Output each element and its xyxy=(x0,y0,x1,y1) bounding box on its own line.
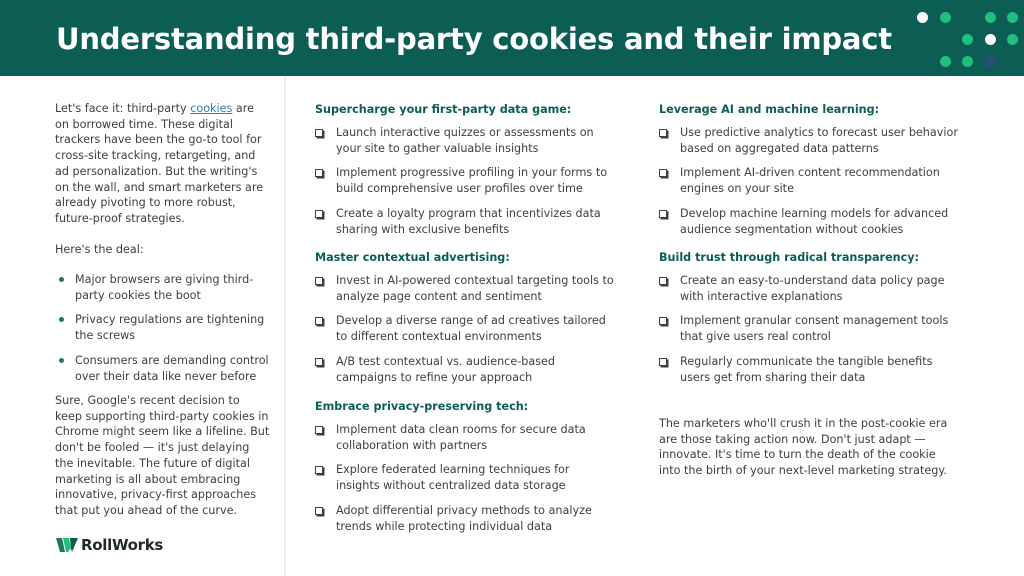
dot-icon xyxy=(985,34,996,45)
checklist-item xyxy=(315,313,615,344)
checklist-item xyxy=(315,422,615,453)
intro-paragraph xyxy=(55,101,270,227)
checkbox-icon xyxy=(659,169,667,177)
checkbox-icon xyxy=(315,426,323,434)
intro-text-start: Let's face it: third-party xyxy=(55,102,191,115)
checklist-item xyxy=(315,273,615,304)
dot-icon xyxy=(962,56,973,67)
checkbox-icon xyxy=(315,277,323,285)
checklist-item xyxy=(659,165,959,196)
list-item-text: Privacy regulations are tightening the screws xyxy=(75,313,265,343)
checklist-item-text: A/B test contextual vs. audience-based campaigns to refine your approach xyxy=(336,354,556,384)
section-first-party xyxy=(315,103,615,237)
intro-text-end: are on borrowed time. These digital trackers have been the go-to tool for cross-site tracking, retargeting, and ad personalization. But the writing's on the wall, and smart marketers are already pivoting to more robust, future-proof strategies. xyxy=(55,102,264,225)
checklist-item-text: Launch interactive quizzes or assessments on your site to gather valuable insights xyxy=(336,126,594,155)
list-item xyxy=(55,272,270,303)
checklist-item-text: Implement progressive profiling in your forms to build comprehensive user profiles over time xyxy=(336,166,608,196)
section-ai-ml xyxy=(659,103,959,237)
checklist-item-text: Regularly communicate the tangible benefits users get from sharing their data xyxy=(680,354,933,384)
checklist-item-text: Implement AI-driven content recommendation engines on your site xyxy=(680,166,940,196)
deal-label: Here's the deal: xyxy=(55,243,144,256)
checklist-item-text: Adopt differential privacy methods to analyze trends while protecting individual data xyxy=(336,503,592,533)
checkbox-icon xyxy=(315,317,323,325)
checklist-item-text: Explore federated learning techniques for insights without centralized data storage xyxy=(336,463,570,493)
reasons-list xyxy=(55,272,270,393)
section-privacy-tech xyxy=(315,400,615,534)
dot-icon xyxy=(962,34,973,45)
checkbox-icon xyxy=(659,210,667,218)
dot-icon xyxy=(985,12,996,23)
checklist-item xyxy=(659,354,959,385)
checkbox-icon xyxy=(659,129,667,137)
bullet-icon xyxy=(59,358,64,363)
checklist-item-text: Create a loyalty program that incentivizes data sharing with exclusive benefits xyxy=(336,206,601,236)
checkbox-icon xyxy=(315,466,323,474)
checklist-item xyxy=(315,462,615,493)
checklist-item xyxy=(659,313,959,344)
dot-icon xyxy=(917,12,928,23)
closing-paragraph: The marketers who'll crush it in the post-cookie era are those taking action now. Don't just adapt — innovate. It's time to turn the death of the cookie into the birth of your next-level marketing strategy. xyxy=(659,417,948,478)
checklist-item xyxy=(315,354,615,385)
header-banner xyxy=(0,0,1024,76)
checklist-item xyxy=(659,125,959,156)
checklist-item-text: Implement granular consent management tools that give users real control xyxy=(680,314,949,344)
section-title: Master contextual advertising: xyxy=(315,251,510,264)
section-title: Supercharge your first-party data game: xyxy=(315,103,572,116)
dot-icon xyxy=(1007,34,1018,45)
checkbox-icon xyxy=(659,317,667,325)
checklist-item-text: Develop machine learning models for advanced audience segmentation without cookies xyxy=(680,206,949,236)
cookies-link[interactable]: cookies xyxy=(190,102,233,115)
dot-icon xyxy=(940,56,951,67)
dot-icon xyxy=(985,56,996,67)
section-contextual xyxy=(315,251,615,385)
sidebar-closing-paragraph: Sure, Google's recent decision to keep supporting third-party cookies in Chrome might seem like a lifeline. But don't be fooled — it's just delaying the inevitable. The future of digital marketing is all about embracing innovative, privacy-first approaches that put you ahead of the curve. xyxy=(55,394,270,517)
checkbox-icon xyxy=(659,277,667,285)
checkbox-icon xyxy=(659,358,667,366)
checklist-item-text: Create an easy-to-understand data policy page with interactive explanations xyxy=(680,274,945,303)
checkbox-icon xyxy=(315,129,323,137)
checklist-item xyxy=(315,503,615,534)
checklist-item xyxy=(659,273,959,304)
dot-icon xyxy=(1007,12,1018,23)
dot-icon xyxy=(940,12,951,23)
section-title: Build trust through radical transparency: xyxy=(659,251,920,264)
page-title: Understanding third-party cookies and their impact xyxy=(56,22,892,56)
checkbox-icon xyxy=(315,210,323,218)
list-item-text: Major browsers are giving third-party cookies the boot xyxy=(75,273,254,302)
bullet-icon xyxy=(59,277,64,282)
rollworks-logo xyxy=(56,536,163,554)
checkbox-icon xyxy=(315,169,323,177)
list-item xyxy=(55,353,270,384)
bullet-icon xyxy=(59,317,64,322)
checklist-item xyxy=(315,125,615,156)
section-title: Leverage AI and machine learning: xyxy=(659,103,880,116)
checklist-item xyxy=(315,165,615,196)
checklist-item-text: Develop a diverse range of ad creatives tailored to different contextual environments xyxy=(336,314,606,344)
list-item-text: Consumers are demanding control over their data like never before xyxy=(75,353,269,383)
checkbox-icon xyxy=(315,507,323,515)
section-transparency xyxy=(659,251,959,385)
checkbox-icon xyxy=(315,358,323,366)
checklist-item-text: Use predictive analytics to forecast user behavior based on aggregated data patterns xyxy=(680,126,958,155)
section-title: Embrace privacy-preserving tech: xyxy=(315,400,529,413)
list-item xyxy=(55,312,270,343)
checklist-item xyxy=(315,206,615,237)
checklist-item xyxy=(659,206,959,237)
rollworks-logo-icon xyxy=(56,537,78,553)
checklist-item-text: Invest in AI-powered contextual targeting tools to analyze page content and sentiment xyxy=(336,274,614,303)
logo-text: RollWorks xyxy=(81,536,164,554)
checklist-item-text: Implement data clean rooms for secure data collaboration with partners xyxy=(336,423,586,452)
